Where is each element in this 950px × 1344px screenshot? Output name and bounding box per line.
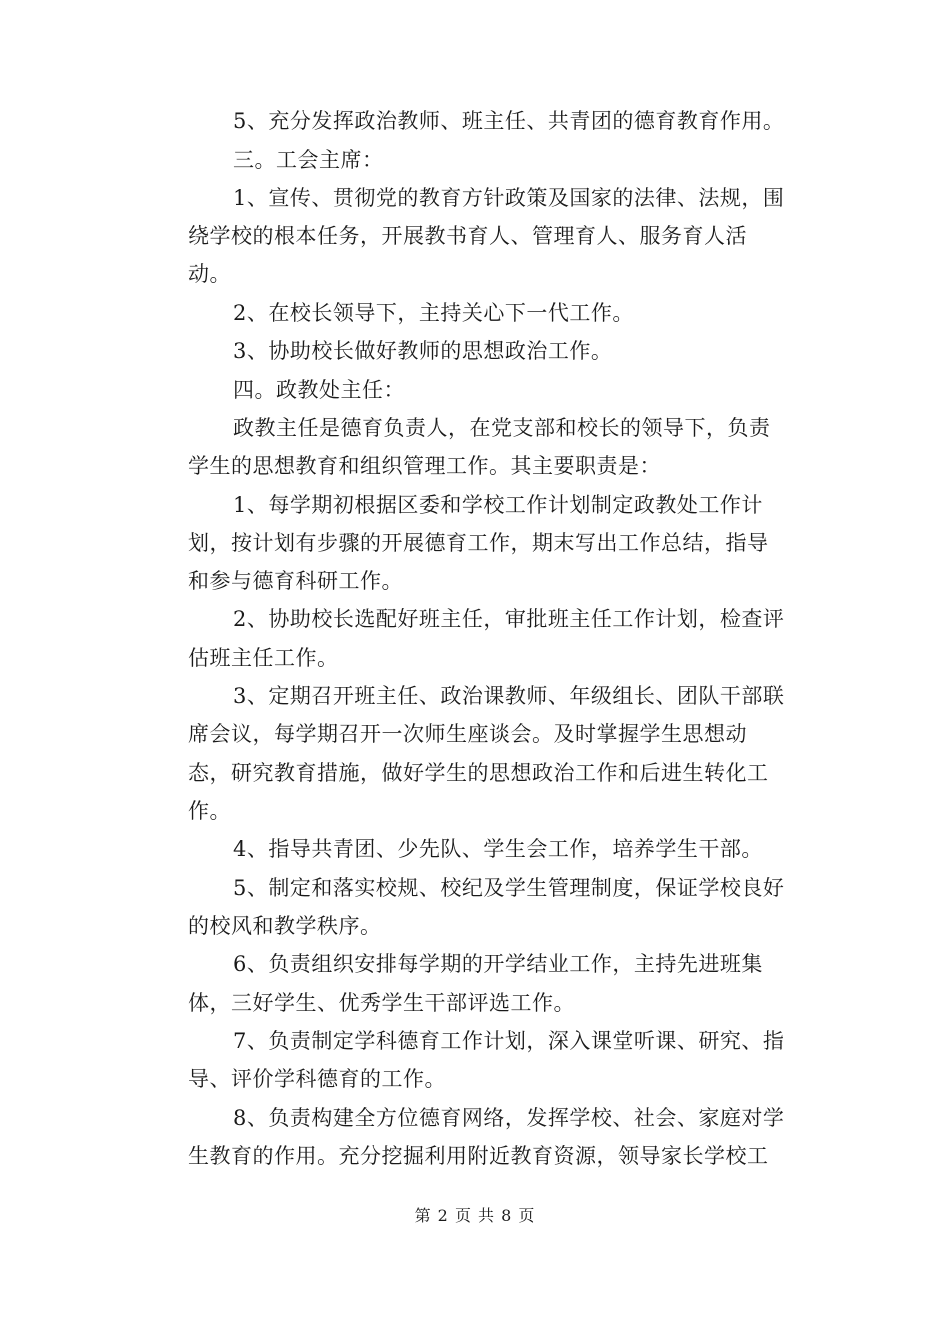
text-line: 2、在校长领导下，主持关心下一代工作。 [233, 301, 634, 325]
text-line: 绕学校的根本任务，开展教书育人、管理育人、服务育人活 [188, 224, 747, 248]
section-heading: 三。工会主席： [233, 148, 384, 172]
text-line: 和参与德育科研工作。 [188, 569, 403, 593]
text-line: 3、定期召开班主任、政治课教师、年级组长、团队干部联 [233, 684, 785, 708]
text-line: 2、协助校长选配好班主任，审批班主任工作计划，检查评 [233, 607, 785, 631]
text-line: 划，按计划有步骤的开展德育工作，期末写出工作总结，指导 [188, 531, 769, 555]
text-line: 4、指导共青团、少先队、学生会工作，培养学生干部。 [233, 837, 763, 861]
text-line: 生教育的作用。充分挖掘利用附近教育资源，领导家长学校工 [188, 1144, 769, 1168]
text-line: 5、制定和落实校规、校纪及学生管理制度，保证学校良好 [233, 876, 785, 900]
text-line: 动。 [188, 262, 231, 286]
text-line: 1、宣传、贯彻党的教育方针政策及国家的法律、法规，围 [233, 186, 785, 210]
text-line: 体，三好学生、优秀学生干部评选工作。 [188, 991, 575, 1015]
text-line: 6、负责组织安排每学期的开学结业工作，主持先进班集 [233, 952, 763, 976]
text-line: 5、充分发挥政治教师、班主任、共青团的德育教育作用。 [233, 109, 785, 133]
text-line: 3、协助校长做好教师的思想政治工作。 [233, 339, 613, 363]
text-line: 作。 [188, 799, 231, 823]
text-line: 政教主任是德育负责人，在党支部和校长的领导下，负责 [233, 416, 771, 440]
section-heading: 四。政教处主任： [233, 378, 405, 402]
text-line: 8、负责构建全方位德育网络，发挥学校、社会、家庭对学 [233, 1106, 785, 1130]
text-line: 的校风和教学秩序。 [188, 914, 382, 938]
text-line: 估班主任工作。 [188, 646, 339, 670]
text-line: 席会议，每学期召开一次师生座谈会。及时掌握学生思想动 [188, 722, 747, 746]
text-line: 导、评价学科德育的工作。 [188, 1067, 446, 1091]
page-number-footer: 第 2 页 共 8 页 [414, 1206, 536, 1225]
text-line: 态，研究教育措施，做好学生的思想政治工作和后进生转化工 [188, 761, 769, 785]
text-line: 学生的思想教育和组织管理工作。其主要职责是： [188, 454, 661, 478]
text-line: 7、负责制定学科德育工作计划，深入课堂听课、研究、指 [233, 1029, 785, 1053]
text-line: 1、每学期初根据区委和学校工作计划制定政教处工作计 [233, 493, 763, 517]
